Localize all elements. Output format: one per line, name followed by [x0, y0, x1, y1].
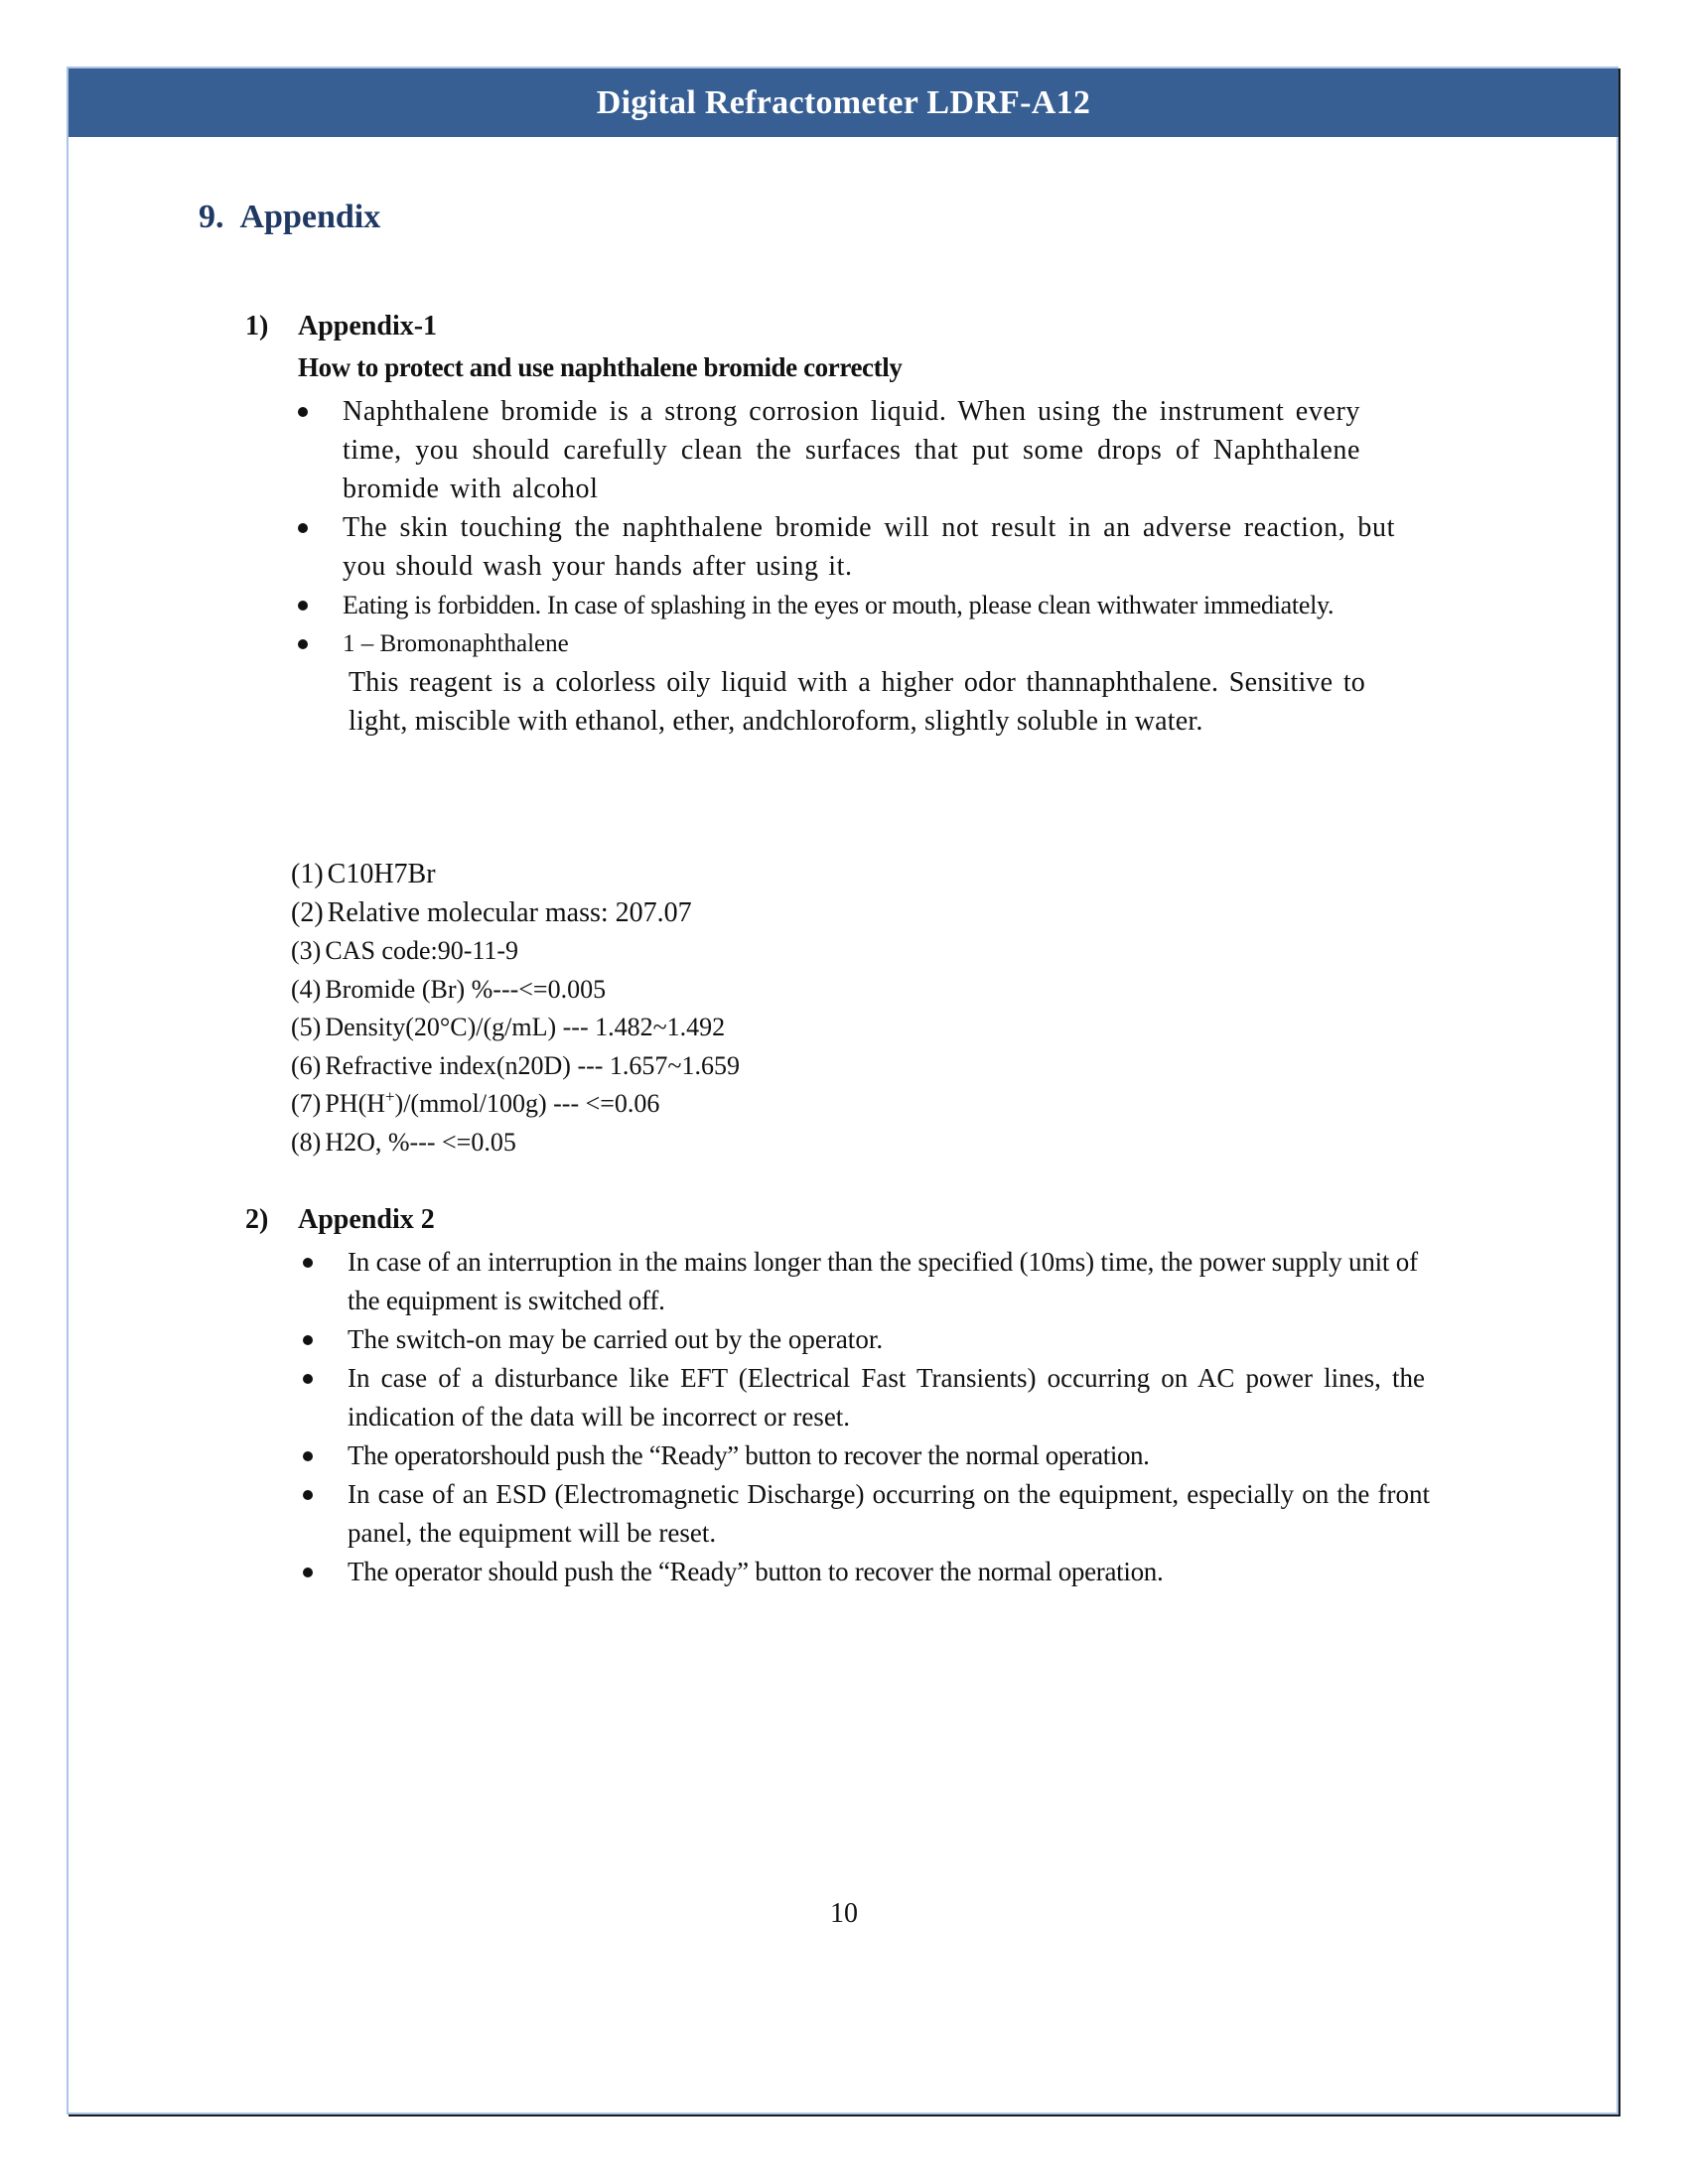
bullet-icon: [298, 639, 308, 649]
property-item: [291, 1124, 740, 1162]
bullet-text: In case of an interruption in the mains longer than the specified (10ms) time, the power supply unit of the equipment is switched off.: [348, 1247, 1418, 1315]
section-number: 9.: [199, 199, 224, 235]
list-item: [303, 1436, 1460, 1475]
bullet-icon: [298, 523, 308, 533]
bullet-text: This reagent is a colorless oily liquid with a higher odor thannaphthalene. Sensitive to light, miscible with ethanol, ether, andchloroform, slightly soluble in water.: [349, 667, 1365, 737]
list-item: [303, 1553, 1460, 1591]
bullet-icon: [303, 1258, 313, 1268]
property-item: [291, 856, 740, 894]
header-bar: [69, 68, 1618, 137]
bullet-icon: [303, 1568, 313, 1577]
appendix-1-number: 1): [245, 311, 269, 341]
property-index: (1): [291, 859, 324, 889]
list-item: [298, 586, 1336, 624]
property-index: (3): [291, 936, 322, 965]
property-item: [291, 1085, 740, 1124]
bullet-text: The skin touching the naphthalene bromide will not result in an adverse reaction, but you should wash your hands after using it.: [343, 512, 1395, 582]
property-index: (7): [291, 1089, 322, 1118]
section-heading: [199, 199, 380, 236]
bullet-text: Eating is forbidden. In case of splashing in the eyes or mouth, please clean withwater immediately.: [343, 591, 1335, 619]
appendix-1-title: Appendix-1: [298, 311, 438, 341]
property-item: [291, 1047, 740, 1086]
property-item: [291, 1009, 740, 1047]
appendix-1-heading: [245, 311, 437, 342]
section-title: Appendix: [239, 199, 381, 235]
property-item: [291, 894, 740, 933]
property-text: Refractive index(n20D) --- 1.657~1.659: [325, 1050, 740, 1080]
bullet-icon: [303, 1374, 313, 1384]
property-index: (5): [291, 1013, 322, 1041]
property-text: Relative molecular mass: 207.07: [327, 896, 692, 928]
bullet-text: The switch-on may be carried out by the operator.: [348, 1324, 884, 1354]
property-index: (8): [291, 1127, 322, 1157]
list-item: [298, 624, 1365, 741]
bullet-icon: [298, 601, 308, 611]
property-index: (2): [291, 896, 324, 928]
property-text: Bromide (Br) %---<=0.005: [325, 974, 607, 1004]
bullet-text: In case of a disturbance like EFT (Electrical Fast Transients) occurring on AC power lines, the indication of the data will be incorrect or reset.: [348, 1363, 1425, 1432]
appendix-2-heading: [245, 1204, 435, 1236]
superscript: +: [385, 1086, 395, 1106]
property-text: Density(20°C)/(g/mL) --- 1.482~1.492: [325, 1013, 726, 1041]
bullet-icon: [303, 1451, 313, 1461]
property-index: (4): [291, 974, 322, 1004]
list-item: [298, 508, 1395, 586]
bullet-icon: [303, 1490, 313, 1500]
list-item: [303, 1475, 1430, 1553]
list-item: [303, 1320, 1425, 1359]
list-item: [303, 1359, 1425, 1436]
property-item: [291, 932, 740, 971]
appendix-2-title: Appendix 2: [298, 1204, 435, 1235]
page-number: 10: [830, 1898, 858, 1929]
appendix-1-subtitle: How to protect and use naphthalene bromide correctly: [298, 352, 903, 382]
appendix-2-bullet-list: [303, 1243, 1460, 1591]
bullet-text: In case of an ESD (Electromagnetic Discharge) occurring on the equipment, especially on the front panel, the equipment will be reset.: [348, 1479, 1430, 1548]
bullet-text: The operatorshould push the “Ready” button to recover the normal operation.: [348, 1440, 1150, 1470]
property-text: C10H7Br: [327, 859, 436, 889]
bullet-text: Naphthalene bromide is a strong corrosion liquid. When using the instrument every time, you should carefully clean the surfaces that put some drops of Naphthalene bromide with alcohol: [343, 396, 1360, 504]
appendix-2-number: 2): [245, 1204, 269, 1235]
property-item: [291, 971, 740, 1010]
property-text: )/(mmol/100g) --- <=0.06: [394, 1089, 660, 1118]
property-text: CAS code:90-11-9: [325, 936, 519, 965]
appendix-1-bullet-list: [298, 392, 1658, 741]
bullet-text: The operator should push the “Ready” button to recover the normal operation.: [348, 1557, 1164, 1586]
bullet-icon: [303, 1335, 313, 1345]
list-item: [298, 392, 1360, 508]
property-list: [291, 856, 740, 1161]
bullet-heading: 1 – Bromonaphthalene: [343, 630, 569, 657]
bullet-icon: [298, 407, 308, 417]
property-text: PH(H: [325, 1089, 385, 1118]
property-index: (6): [291, 1050, 322, 1080]
property-text: H2O, %--- <=0.05: [325, 1127, 516, 1157]
document-title: Digital Refractometer LDRF-A12: [596, 83, 1091, 121]
list-item: [303, 1243, 1425, 1320]
